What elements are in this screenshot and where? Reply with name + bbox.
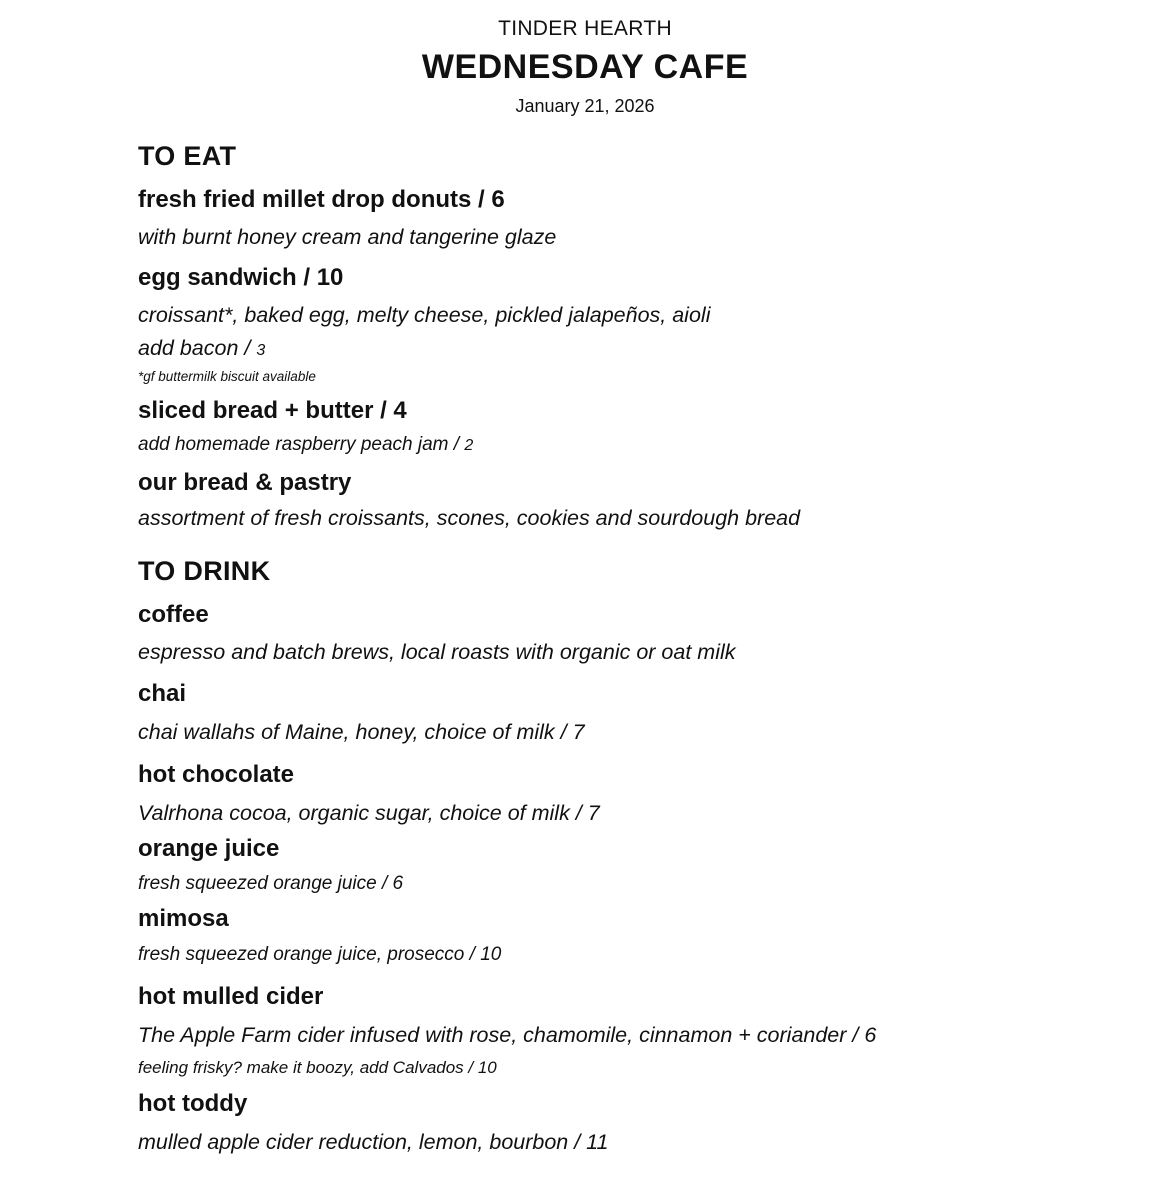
item-desc-coffee: espresso and batch brews, local roasts with organic or oat milk <box>138 640 736 664</box>
item-name-chai: chai <box>138 680 187 707</box>
item-desc-orange-juice: fresh squeezed orange juice / 6 <box>138 873 404 894</box>
addon-price: 3 <box>256 342 266 359</box>
item-desc-egg-sandwich: croissant*, baked egg, melty cheese, pickled jalapeños, aioli <box>138 303 711 327</box>
item-name-donuts: fresh fried millet drop donuts / 6 <box>138 186 505 213</box>
item-name-hot-chocolate: hot chocolate <box>138 761 295 788</box>
item-desc-bread-pastry: assortment of fresh croissants, scones, cookies and sourdough bread <box>138 506 801 530</box>
addon-price: 2 <box>464 437 474 454</box>
item-desc-donuts: with burnt honey cream and tangerine glaze <box>138 225 557 249</box>
item-desc-chai: chai wallahs of Maine, honey, choice of milk / 7 <box>138 720 585 744</box>
item-note-calvados: feeling frisky? make it boozy, add Calvados / 10 <box>138 1058 497 1077</box>
item-desc-mimosa: fresh squeezed orange juice, prosecco / 10 <box>138 944 502 965</box>
item-name-mimosa: mimosa <box>138 905 229 932</box>
item-name-egg-sandwich: egg sandwich / 10 <box>138 264 344 291</box>
item-name-bread-pastry: our bread & pastry <box>138 469 352 496</box>
item-name-hot-toddy: hot toddy <box>138 1090 248 1117</box>
item-name-mulled-cider: hot mulled cider <box>138 983 324 1010</box>
item-note-gf-biscuit: *gf buttermilk biscuit available <box>138 369 316 384</box>
section-title-to-drink: TO DRINK <box>138 556 271 586</box>
item-addon-jam <box>138 434 473 456</box>
page-title: WEDNESDAY CAFE <box>421 48 749 86</box>
item-addon-bacon <box>138 336 265 361</box>
item-desc-hot-toddy: mulled apple cider reduction, lemon, bourbon / 11 <box>138 1130 609 1154</box>
restaurant-name: TINDER HEARTH <box>498 17 672 40</box>
addon-label: add bacon / <box>138 336 257 360</box>
item-name-orange-juice: orange juice <box>138 835 280 862</box>
menu-date: January 21, 2026 <box>515 96 655 116</box>
section-title-to-eat: TO EAT <box>138 141 237 171</box>
addon-label: add homemade raspberry peach jam / <box>138 434 465 455</box>
item-desc-mulled-cider: The Apple Farm cider infused with rose, chamomile, cinnamon + coriander / 6 <box>138 1023 877 1047</box>
item-desc-hot-chocolate: Valrhona cocoa, organic sugar, choice of milk / 7 <box>138 801 600 825</box>
item-name-coffee: coffee <box>138 601 209 628</box>
item-name-bread-butter: sliced bread + butter / 4 <box>138 397 407 424</box>
